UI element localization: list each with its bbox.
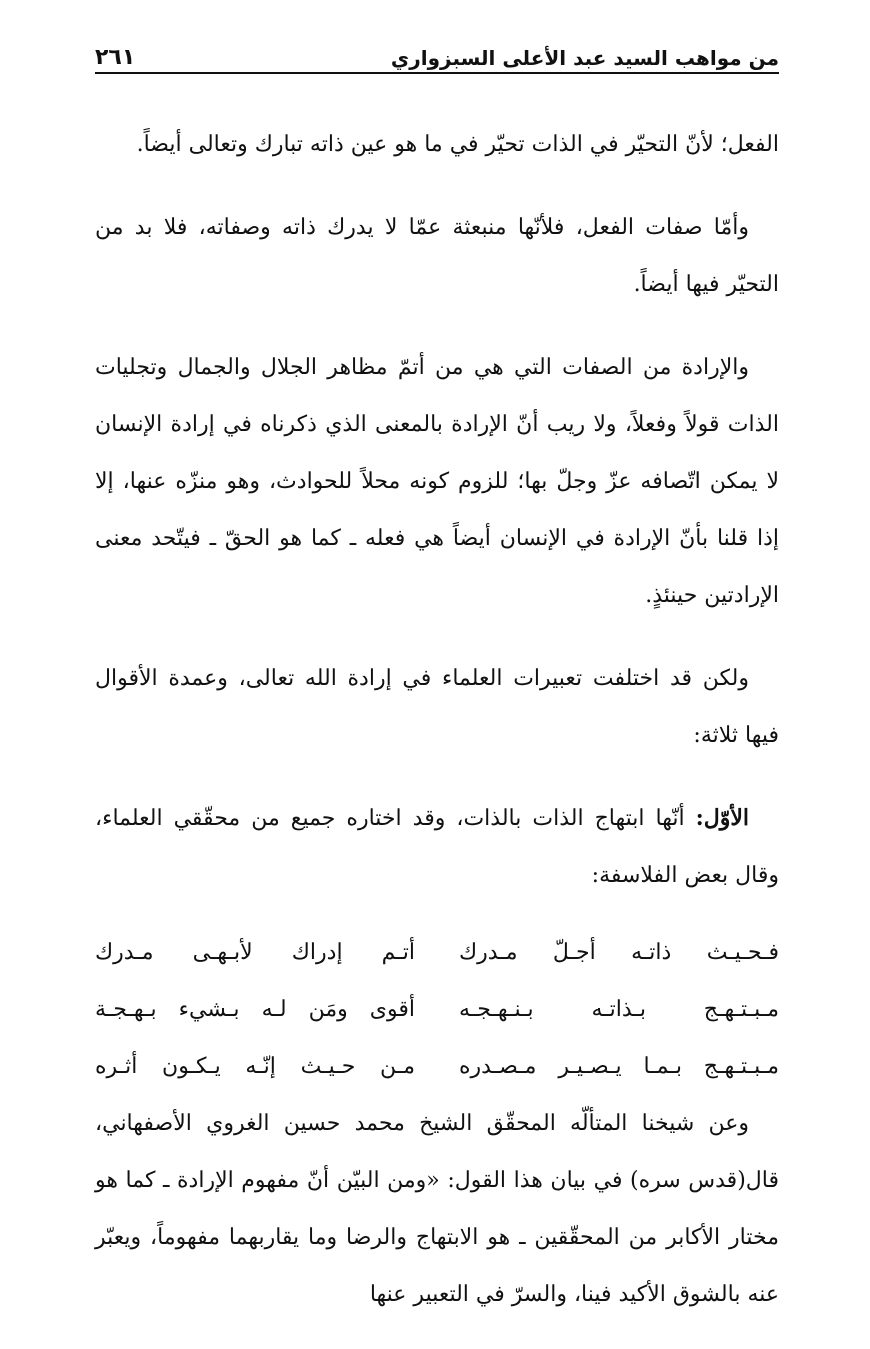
first-opinion-text: أنّها ابتهاج الذات بالذات، وقد اختاره جميع من محقّقي العلماء، وقال بعض الفلاسفة: [95, 806, 779, 888]
paragraph-3: والإرادة من الصفات التي هي من أتمّ مظاهر الجلال والجمال وتجليات الذات قولاً وفعلاً، ولا ريب أنّ الإرادة بالمعنى الذي ذكرناه في إرادة الإنسان لا يمكن اتّصافه عزّ وجلّ بها؛ للزوم كونه محلاً للحوادث، وهو منزّه عنها، إلا إذا قلنا بأنّ الإرادة في الإنسان أيضاً هي فعله ـ كما هو الحقّ ـ فيتّحد معنى الإرادتين حينئذٍ. [95, 355, 779, 608]
book-page [95, 28, 779, 1349]
verse-second-hemistich: مـن حـيـث إنّـه يـكـون أثـره [95, 1054, 415, 1079]
paragraph-2: وأمّا صفات الفعل، فلأنّها منبعثة عمّا لا يدرك ذاته وصفاته، فلا بد من التحيّر فيها أيضاً. [95, 215, 779, 297]
first-opinion-lead: الأوّل: [695, 805, 749, 831]
verse-first-hemistich: فـحـيـث ذاتـه أجـلّ مـدرك [459, 940, 779, 965]
body-text [95, 116, 779, 1323]
running-title: من مواهب السيد عبد الأعلى السبزواري [390, 46, 779, 70]
verse-second-hemistich: أقوى ومَن لـه بـشيء بـهـجـة [95, 997, 415, 1022]
paragraph-closing: وعن شيخنا المتألّه المحقّق الشيخ محمد حسين الغروي الأصفهاني، قال(قدس سره) في بيان هذا القول: «ومن البيّن أنّ مفهوم الإرادة ـ كما هو مختار الأكابر من المحقّقين ـ هو الابتهاج والرضا وما يقاربهما مفهوماً، ويعبّر عنه بالشوق الأكيد فينا، والسرّ في التعبير عنها [95, 1111, 779, 1307]
verse-first-hemistich: مـبـتـهـج بـمـا يـصـيـر مـصـدره [459, 1054, 779, 1079]
poem [95, 924, 779, 1095]
paragraph-first-opinion [95, 790, 779, 904]
verse [95, 1038, 779, 1095]
verse-second-hemistich: أتـم إدراك لأبـهـى مـدرك [95, 940, 415, 965]
verse [95, 924, 779, 981]
paragraph-1: الفعل؛ لأنّ التحيّر في الذات تحيّر في ما هو عين ذاته تبارك وتعالى أيضاً. [136, 132, 779, 157]
verse [95, 981, 779, 1038]
running-header [95, 28, 779, 74]
verse-first-hemistich: مـبـتـهـج بـذاتـه بـنـهـجـه [459, 997, 779, 1022]
page-number: ٢٦١ [95, 45, 136, 70]
paragraph-4: ولكن قد اختلفت تعبيرات العلماء في إرادة الله تعالى، وعمدة الأقوال فيها ثلاثة: [95, 666, 779, 748]
